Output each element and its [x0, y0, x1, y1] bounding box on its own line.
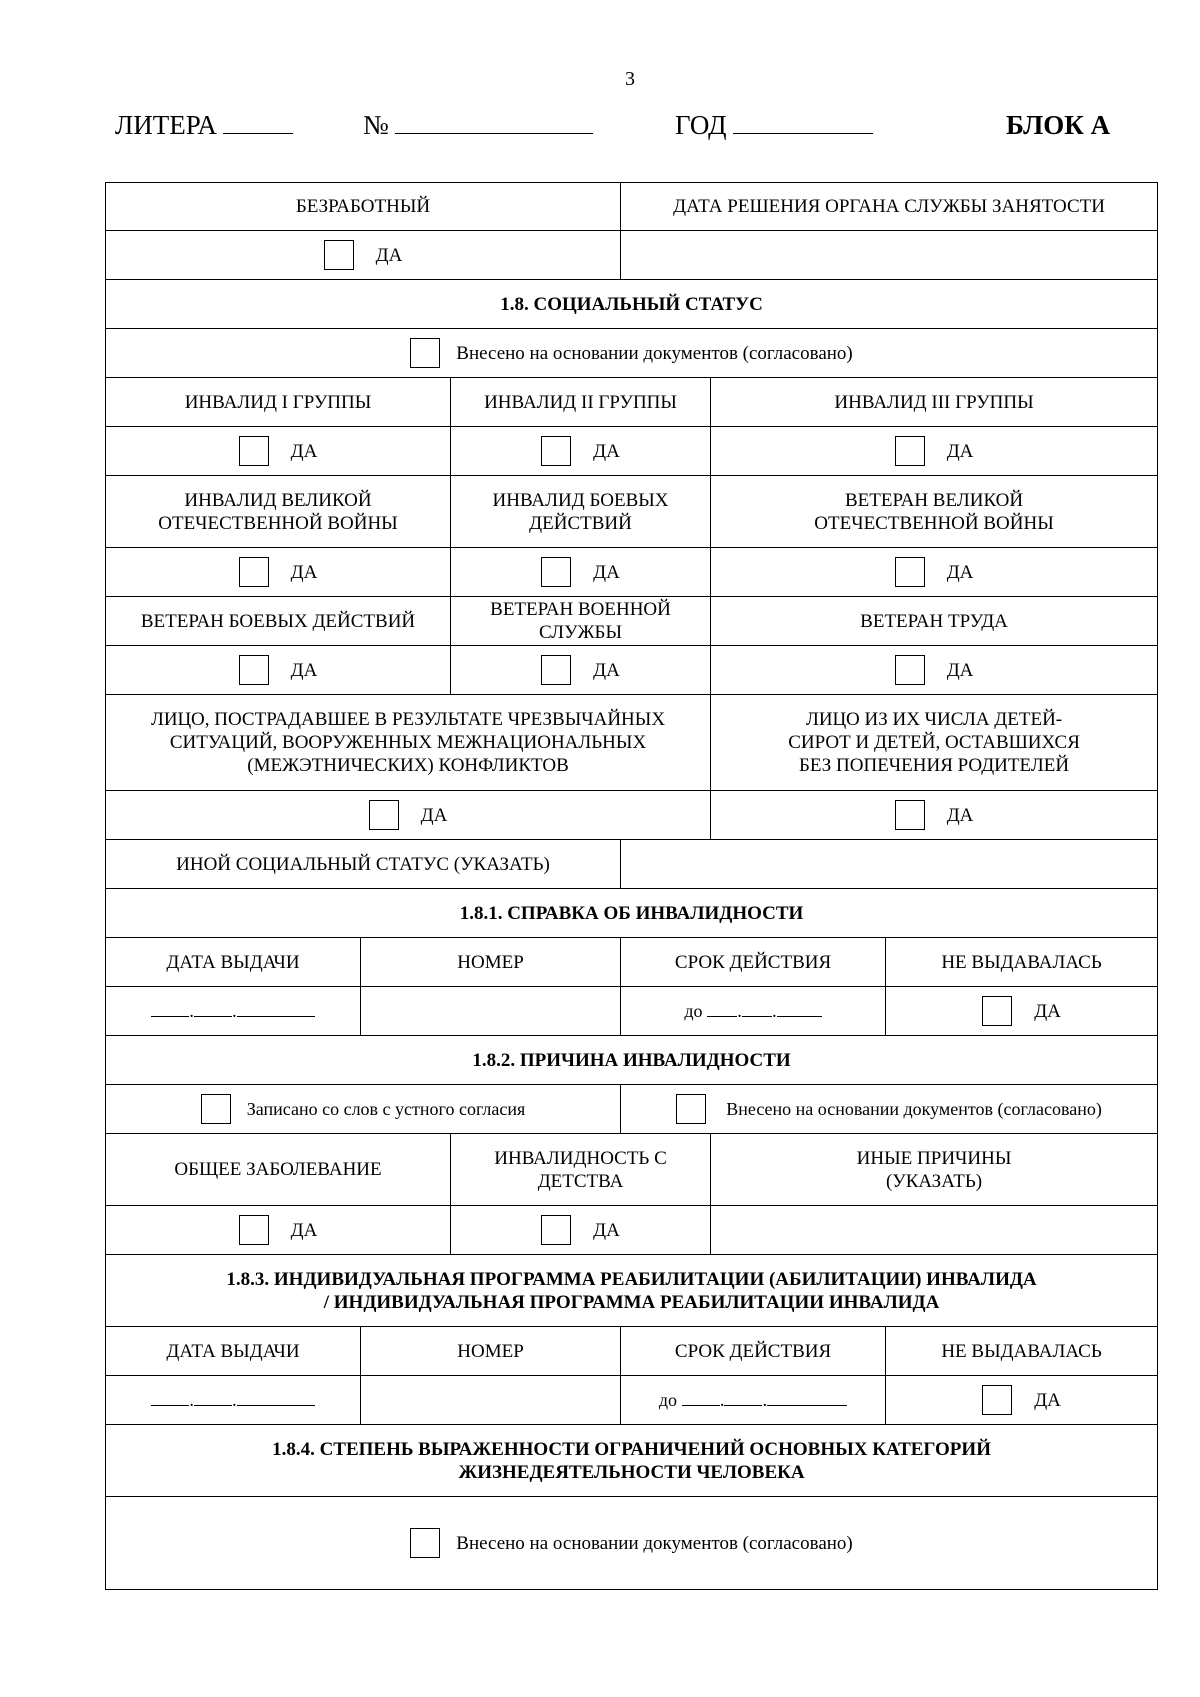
certificate-title: 1.8.1. СПРАВКА ОБ ИНВАЛИДНОСТИ — [106, 889, 1158, 938]
employment-decision-date-label: ДАТА РЕШЕНИЯ ОРГАНА СЛУЖБЫ ЗАНЯТОСТИ — [621, 183, 1158, 231]
litera-label: ЛИТЕРА — [115, 110, 217, 140]
unemployed-header-row — [106, 183, 1158, 231]
cause-oral-checkbox[interactable] — [201, 1094, 231, 1124]
year-field — [675, 108, 873, 142]
number-label: № — [363, 110, 389, 140]
program-number-input[interactable] — [361, 1376, 621, 1425]
program-not-issued-label: НЕ ВЫДАВАЛАСЬ — [886, 1327, 1158, 1376]
certificate-not-issued-cell: ДА — [886, 987, 1158, 1036]
military-veteran-checkbox[interactable] — [541, 655, 571, 685]
disabled-group-3-checkbox[interactable] — [895, 436, 925, 466]
certificate-validity-input[interactable]: до . . — [621, 987, 886, 1036]
unemployed-value-row — [106, 231, 1158, 280]
other-status-label: ИНОЙ СОЦИАЛЬНЫЙ СТАТУС (УКАЗАТЬ) — [106, 840, 621, 889]
block-label: БЛОК А — [1006, 110, 1111, 140]
combat-veteran-label: ВЕТЕРАН БОЕВЫХ ДЕЙСТВИЙ — [106, 597, 451, 646]
cause-title: 1.8.2. ПРИЧИНА ИНВАЛИДНОСТИ — [106, 1036, 1158, 1085]
disabled-group-1-cell: ДА — [106, 427, 451, 476]
emergency-victim-checkbox[interactable] — [369, 800, 399, 830]
orphan-checkbox[interactable] — [895, 800, 925, 830]
program-title: 1.8.3. ИНДИВИДУАЛЬНАЯ ПРОГРАММА РЕАБИЛИТАЦИИ (АБИЛИТАЦИИ) ИНВАЛИДА / ИНДИВИДУАЛЬНАЯ ПРОГРАММА РЕАБИЛИТАЦИИ ИНВАЛИДА — [106, 1255, 1158, 1327]
childhood-disability-label: ИНВАЛИДНОСТЬ С ДЕТСТВА — [451, 1134, 711, 1206]
program-number-label: НОМЕР — [361, 1327, 621, 1376]
disabled-group-2-checkbox[interactable] — [541, 436, 571, 466]
disabled-group-1-checkbox[interactable] — [239, 436, 269, 466]
certificate-number-label: НОМЕР — [361, 938, 621, 987]
other-status-input[interactable] — [621, 840, 1158, 889]
labor-veteran-checkbox[interactable] — [895, 655, 925, 685]
program-issue-date-input[interactable]: . . — [106, 1376, 361, 1425]
certificate-number-input[interactable] — [361, 987, 621, 1036]
cause-docs-cell — [621, 1085, 1158, 1134]
childhood-disability-checkbox[interactable] — [541, 1215, 571, 1245]
year-label: ГОД — [675, 110, 727, 140]
certificate-not-issued-label: НЕ ВЫДАВАЛАСЬ — [886, 938, 1158, 987]
cause-docs-label: Внесено на основании документов (согласовано) — [726, 1098, 1102, 1119]
unemployed-label: БЕЗРАБОТНЫЙ — [106, 183, 621, 231]
litera-line[interactable] — [223, 109, 293, 134]
emergency-victim-label: ЛИЦО, ПОСТРАДАВШЕЕ В РЕЗУЛЬТАТЕ ЧРЕЗВЫЧАЙНЫХ СИТУАЦИЙ, ВООРУЖЕННЫХ МЕЖНАЦИОНАЛЬНЫХ (МЕЖЭТНИЧЕСКИХ) КОНФЛИКТОВ — [106, 695, 711, 791]
ww2-veteran-cell: ДА — [711, 548, 1158, 597]
program-not-issued-checkbox[interactable] — [982, 1385, 1012, 1415]
social-status-title: 1.8. СОЦИАЛЬНЫЙ СТАТУС — [106, 280, 1158, 329]
limitations-docs-cell — [106, 1497, 1158, 1590]
certificate-not-issued-checkbox[interactable] — [982, 996, 1012, 1026]
year-line[interactable] — [733, 109, 873, 134]
social-status-docs-checkbox[interactable] — [410, 338, 440, 368]
orphan-cell: ДА — [711, 791, 1158, 840]
ww2-disabled-label: ИНВАЛИД ВЕЛИКОЙ ОТЕЧЕСТВЕННОЙ ВОЙНЫ — [106, 476, 451, 548]
employment-decision-date-cell[interactable] — [621, 231, 1158, 280]
page-number: 3 — [625, 68, 635, 90]
cause-oral-label: Записано со слов с устного согласия — [246, 1098, 526, 1119]
disabled-group-2-cell: ДА — [451, 427, 711, 476]
disabled-group-1-label: ИНВАЛИД I ГРУППЫ — [106, 378, 451, 427]
certificate-issue-date-label: ДАТА ВЫДАЧИ — [106, 938, 361, 987]
disabled-group-3-label: ИНВАЛИД III ГРУППЫ — [711, 378, 1158, 427]
general-illness-cell: ДА — [106, 1206, 451, 1255]
combat-disabled-cell: ДА — [451, 548, 711, 597]
program-validity-label: СРОК ДЕЙСТВИЯ — [621, 1327, 886, 1376]
number-line[interactable] — [395, 109, 593, 134]
social-status-docs-cell — [106, 329, 1158, 378]
program-not-issued-cell: ДА — [886, 1376, 1158, 1425]
childhood-disability-cell: ДА — [451, 1206, 711, 1255]
combat-veteran-checkbox[interactable] — [239, 655, 269, 685]
social-status-form — [105, 182, 1158, 1590]
disabled-group-2-label: ИНВАЛИД II ГРУППЫ — [451, 378, 711, 427]
other-causes-input[interactable] — [711, 1206, 1158, 1255]
cause-oral-cell — [106, 1085, 621, 1134]
orphan-label: ЛИЦО ИЗ ИХ ЧИСЛА ДЕТЕЙ- СИРОТ И ДЕТЕЙ, ОСТАВШИХСЯ БЕЗ ПОПЕЧЕНИЯ РОДИТЕЛЕЙ — [711, 695, 1158, 791]
program-validity-input[interactable]: до . . — [621, 1376, 886, 1425]
unemployed-checkbox[interactable] — [324, 240, 354, 270]
military-veteran-cell: ДА — [451, 646, 711, 695]
social-status-docs-label: Внесено на основании документов (согласовано) — [456, 342, 853, 364]
certificate-issue-date-input[interactable]: . . — [106, 987, 361, 1036]
ww2-veteran-label: ВЕТЕРАН ВЕЛИКОЙ ОТЕЧЕСТВЕННОЙ ВОЙНЫ — [711, 476, 1158, 548]
certificate-validity-label: СРОК ДЕЙСТВИЯ — [621, 938, 886, 987]
combat-disabled-checkbox[interactable] — [541, 557, 571, 587]
program-issue-date-label: ДАТА ВЫДАЧИ — [106, 1327, 361, 1376]
disabled-group-3-cell: ДА — [711, 427, 1158, 476]
limitations-docs-label: Внесено на основании документов (согласовано) — [456, 1532, 853, 1554]
cause-docs-checkbox[interactable] — [676, 1094, 706, 1124]
litera-field — [115, 108, 293, 142]
labor-veteran-cell: ДА — [711, 646, 1158, 695]
combat-veteran-cell: ДА — [106, 646, 451, 695]
general-illness-checkbox[interactable] — [239, 1215, 269, 1245]
general-illness-label: ОБЩЕЕ ЗАБОЛЕВАНИЕ — [106, 1134, 451, 1206]
labor-veteran-label: ВЕТЕРАН ТРУДА — [711, 597, 1158, 646]
ww2-disabled-cell: ДА — [106, 548, 451, 597]
unemployed-yes-cell: ДА — [106, 231, 621, 280]
emergency-victim-cell: ДА — [106, 791, 711, 840]
ww2-veteran-checkbox[interactable] — [895, 557, 925, 587]
limitations-docs-checkbox[interactable] — [410, 1528, 440, 1558]
number-field — [363, 108, 593, 142]
other-causes-label: ИНЫЕ ПРИЧИНЫ (УКАЗАТЬ) — [711, 1134, 1158, 1206]
combat-disabled-label: ИНВАЛИД БОЕВЫХ ДЕЙСТВИЙ — [451, 476, 711, 548]
ww2-disabled-checkbox[interactable] — [239, 557, 269, 587]
military-veteran-label: ВЕТЕРАН ВОЕННОЙ СЛУЖБЫ — [451, 597, 711, 646]
limitations-title: 1.8.4. СТЕПЕНЬ ВЫРАЖЕННОСТИ ОГРАНИЧЕНИЙ ОСНОВНЫХ КАТЕГОРИЙ ЖИЗНЕДЕЯТЕЛЬНОСТИ ЧЕЛОВЕКА — [106, 1425, 1158, 1497]
